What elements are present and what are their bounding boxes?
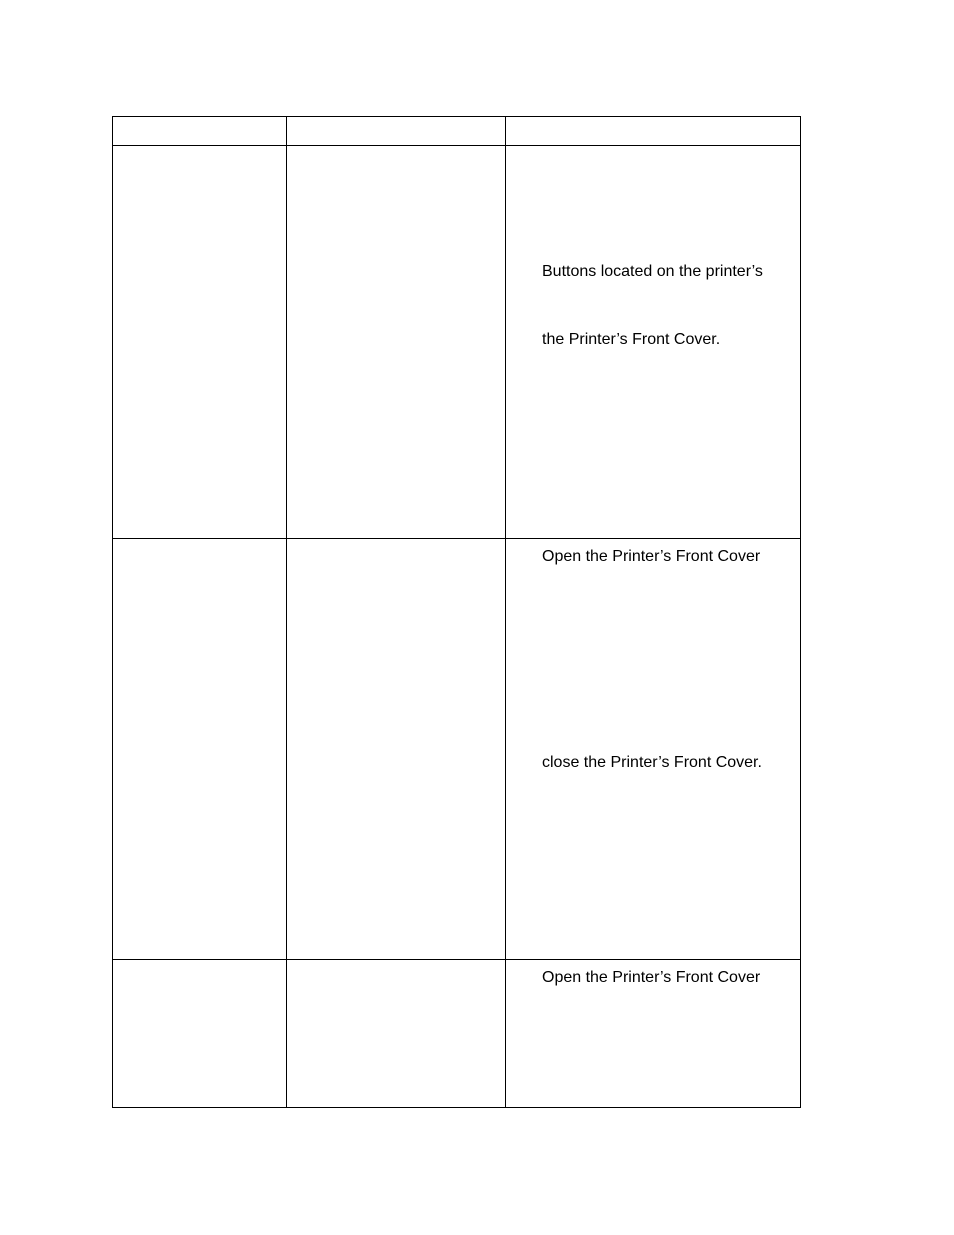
table-row	[113, 539, 801, 960]
row1-cell-3	[506, 146, 801, 539]
row2-cell-2	[287, 539, 506, 960]
table-row	[113, 960, 801, 1108]
table-row	[113, 146, 801, 539]
row2-text-line-1: Open the Printer’s Front Cover	[542, 548, 761, 565]
row3-cell-3	[506, 960, 801, 1108]
instruction-table	[112, 116, 801, 1108]
row2-cell-1	[113, 539, 287, 960]
row1-cell-1	[113, 146, 287, 539]
row1-text-line-2: the Printer’s Front Cover.	[542, 331, 721, 348]
header-cell-1	[113, 117, 287, 146]
row2-text-line-2: close the Printer’s Front Cover.	[542, 754, 762, 771]
row3-cell-1	[113, 960, 287, 1108]
row3-text-line-1: Open the Printer’s Front Cover	[542, 969, 761, 986]
row2-cell-3	[506, 539, 801, 960]
row1-cell-2	[287, 146, 506, 539]
table-header-row	[113, 117, 801, 146]
row1-text-line-1: Buttons located on the printer’s	[542, 263, 763, 280]
header-cell-2	[287, 117, 506, 146]
header-cell-3	[506, 117, 801, 146]
row3-cell-2	[287, 960, 506, 1108]
